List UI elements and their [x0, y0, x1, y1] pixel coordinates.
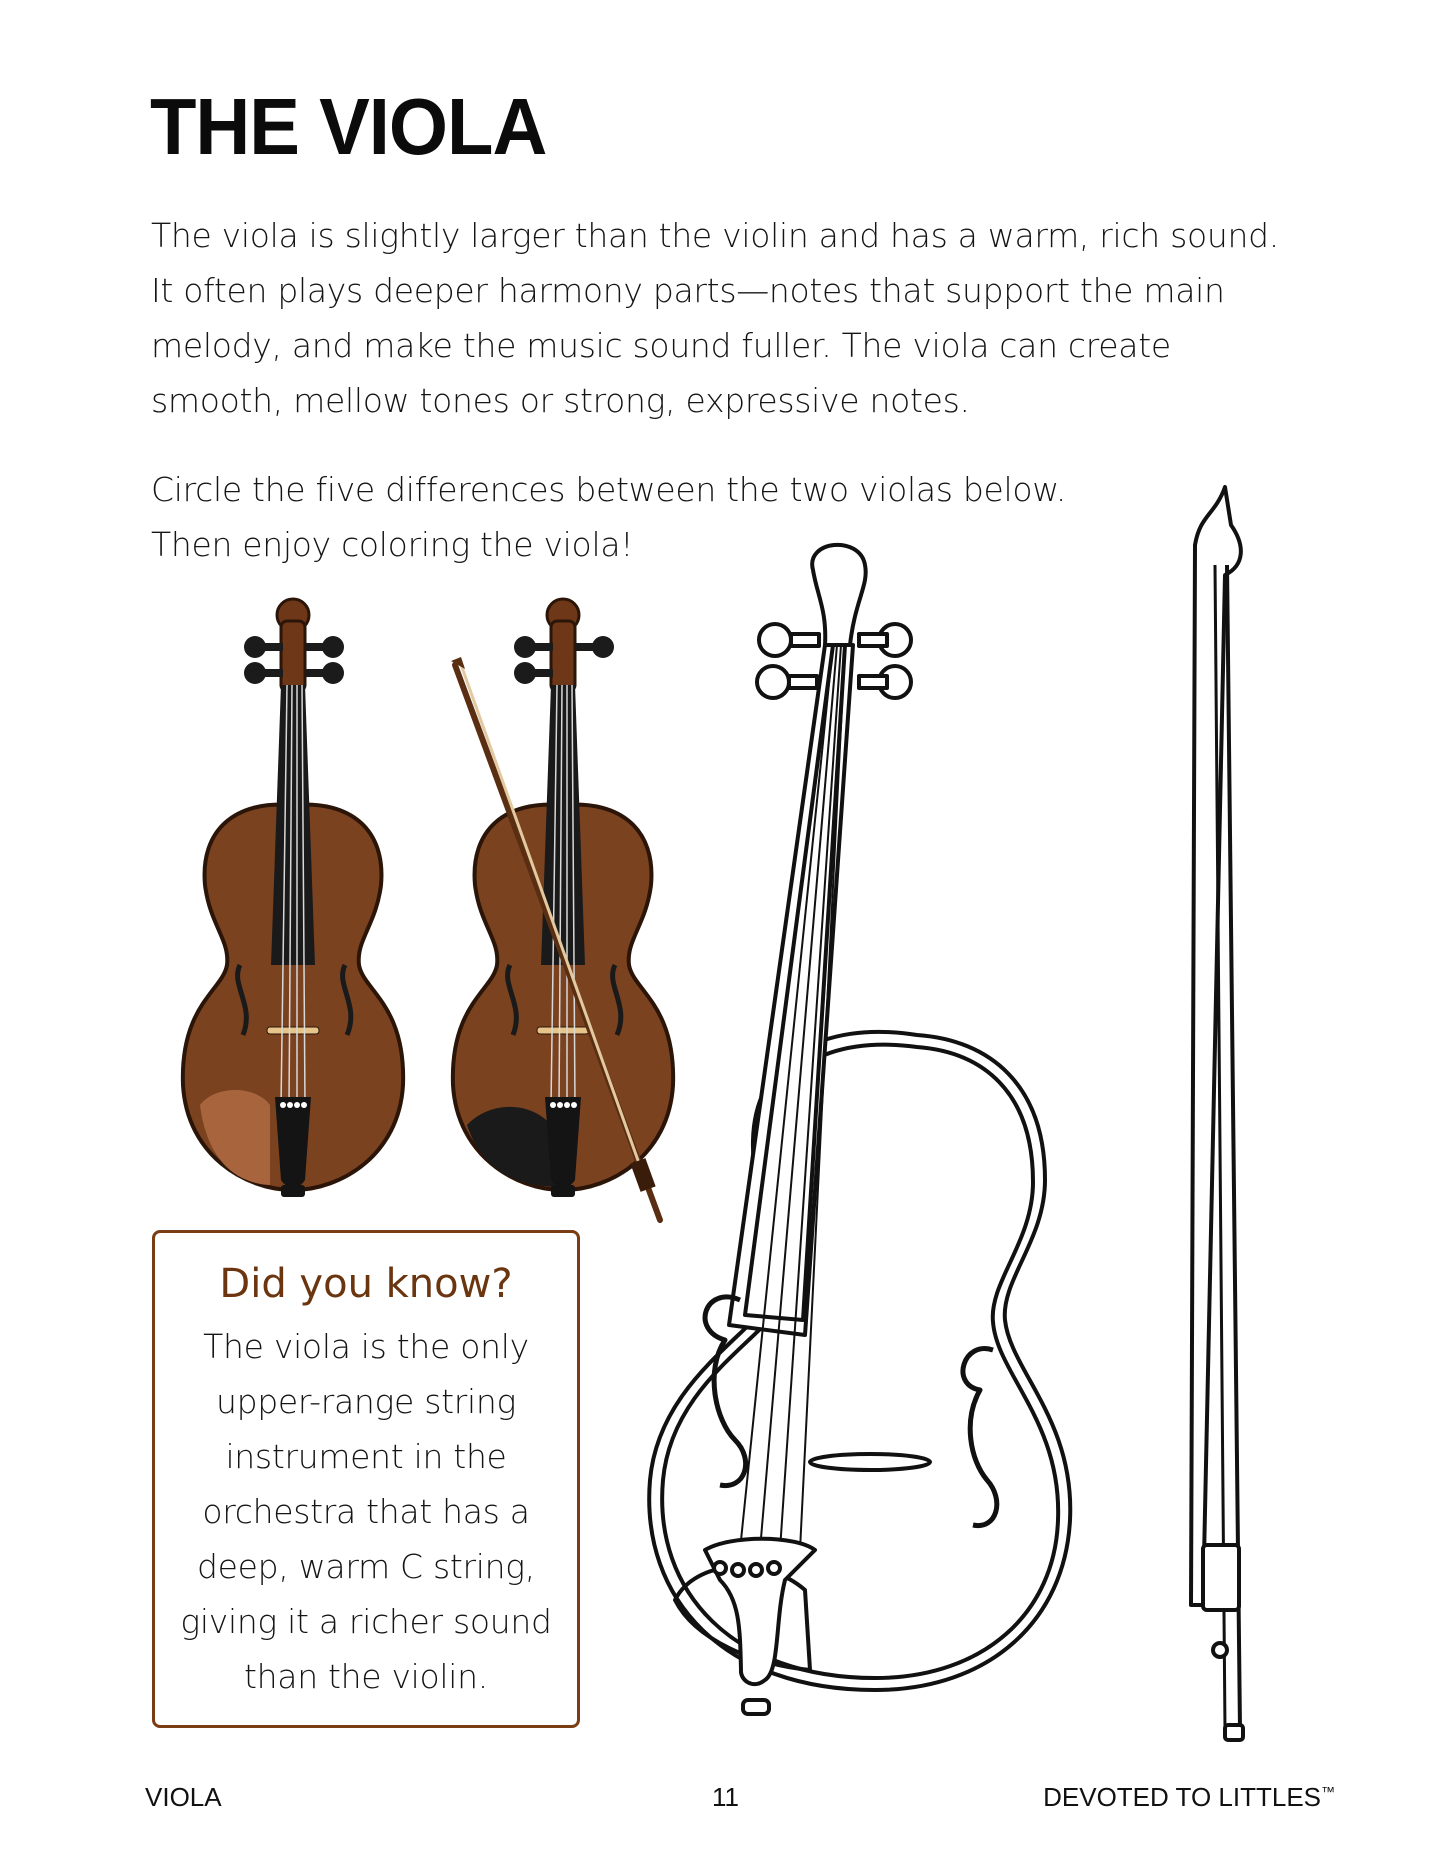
- page-title: THE VIOLA: [150, 82, 547, 172]
- footer-trademark: ™: [1321, 1783, 1335, 1800]
- coloring-viola-outline: [645, 540, 1115, 1735]
- footer-section-label: VIOLA: [145, 1782, 222, 1812]
- fact-box-heading: Did you know?: [219, 1261, 513, 1307]
- fact-box-text: The viola is the only upper-range string instrument in the orchestra that has a deep, warm C string, giving it a richer sound than the violin.: [180, 1327, 552, 1696]
- coloring-bow-outline: [1185, 485, 1260, 1745]
- instructions-paragraph: Circle the five differences between the two violas below. Then enjoy coloring the viola!: [151, 470, 1067, 564]
- did-you-know-box: [152, 1230, 580, 1728]
- colored-viola-left-illustration: [175, 585, 435, 1205]
- footer-page-number: 11: [712, 1782, 739, 1812]
- intro-paragraph: The viola is slightly larger than the violin and has a warm, rich sound. It often plays deeper harmony parts—notes that support the main melody, and make the music sound fuller. The viola can create smooth, mellow tones or strong, expressive notes.: [151, 216, 1279, 420]
- footer-brand: [1043, 1782, 1335, 1813]
- footer-brand-name: DEVOTED TO LITTLES: [1043, 1782, 1321, 1812]
